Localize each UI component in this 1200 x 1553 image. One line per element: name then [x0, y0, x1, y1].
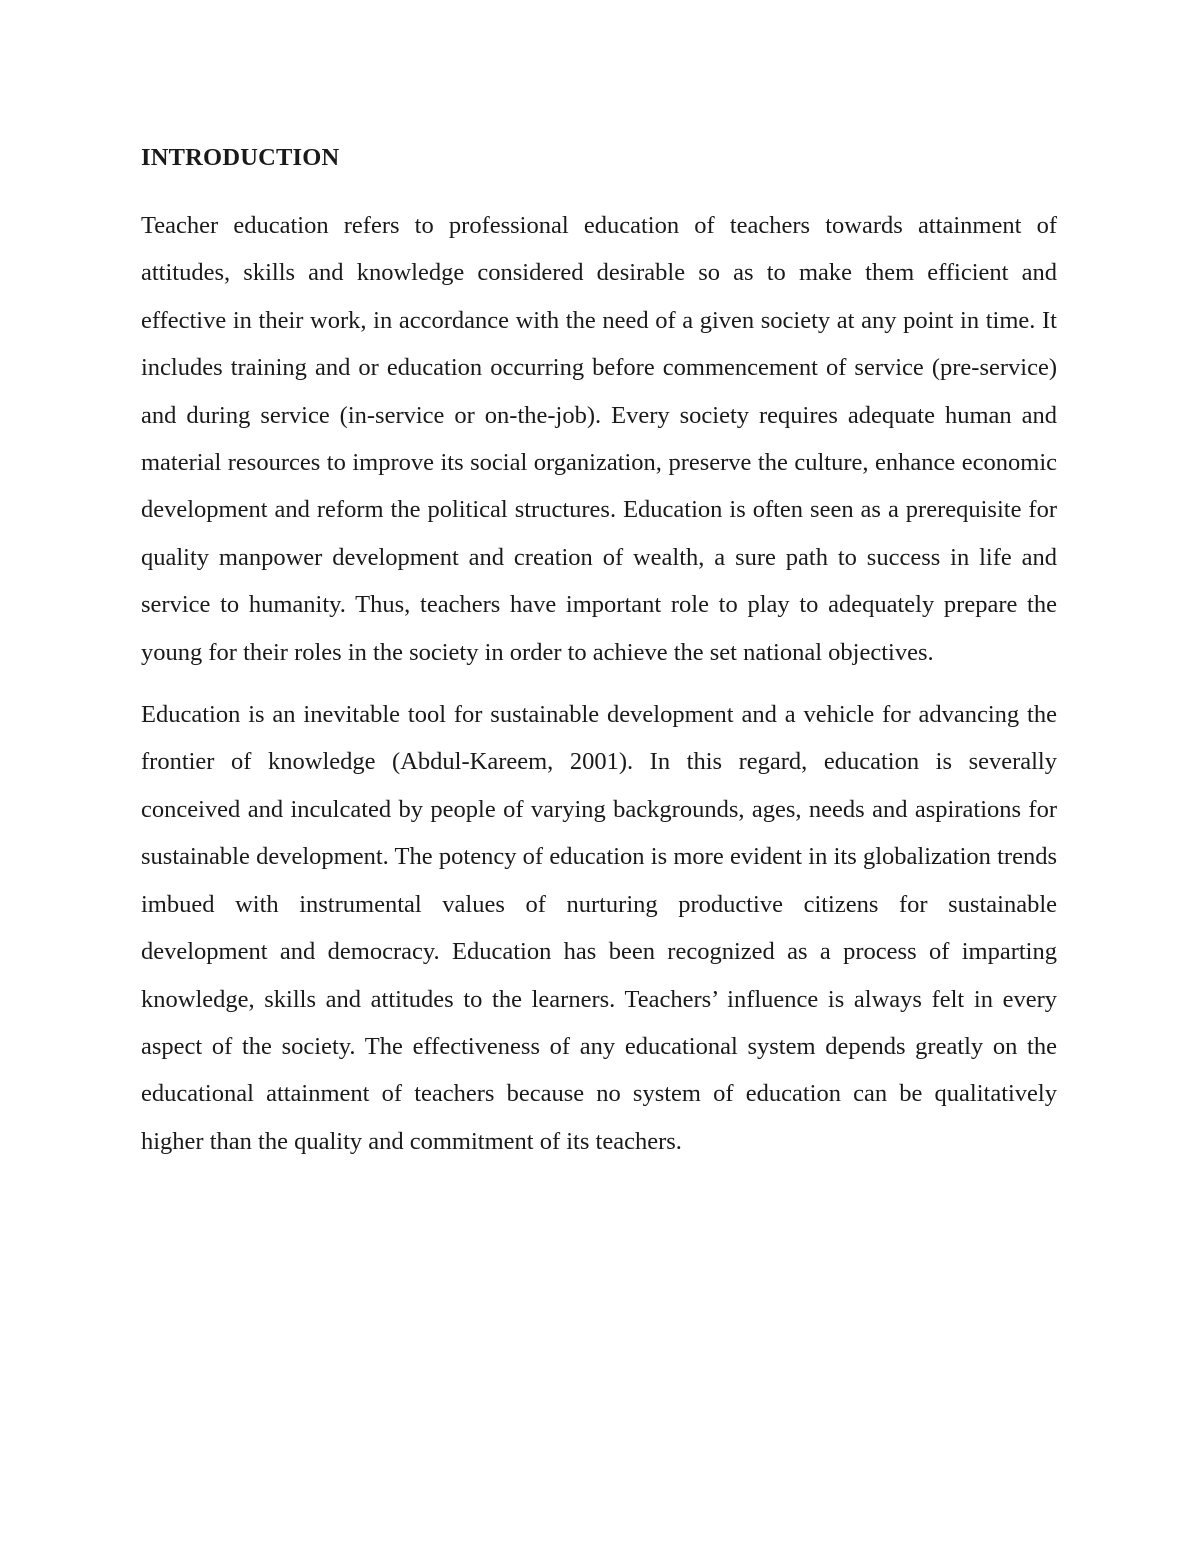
document-body — [141, 140, 1057, 1165]
paragraph-teacher-education: Teacher education refers to professional education of teachers towards attainment of attitudes, skills and knowledge considered desirable so as to make them efficient and effective in their work, in accordance with the need of a given society at any point in time. It includes training and or education occurring before commencement of service (pre-service) and during service (in-service or on-the-job). Every society requires adequate human and material resources to improve its social organization, preserve the culture, enhance economic development and reform the political structures. Education is often seen as a prerequisite for quality manpower development and creation of wealth, a sure path to success in life and service to humanity. Thus, teachers have important role to play to adequately prepare the young for their roles in the society in order to achieve the set national objectives. — [141, 212, 1057, 666]
paragraph-education-tool: Education is an inevitable tool for sustainable development and a vehicle for advancing the frontier of knowledge (Abdul-Kareem, 2001). In this regard, education is severally conceived and inculcated by people of varying backgrounds, ages, needs and aspirations for sustainable development. The potency of education is more evident in its globalization trends imbued with instrumental values of nurturing productive citizens for sustainable development and democracy. Education has been recognized as a process of imparting knowledge, skills and attitudes to the learners. Teachers’ influence is always felt in every aspect of the society. The effectiveness of any educational system depends greatly on the educational attainment of teachers because no system of education can be qualitatively higher than the quality and commitment of its teachers. — [141, 701, 1057, 1155]
section-heading: INTRODUCTION — [141, 144, 340, 171]
